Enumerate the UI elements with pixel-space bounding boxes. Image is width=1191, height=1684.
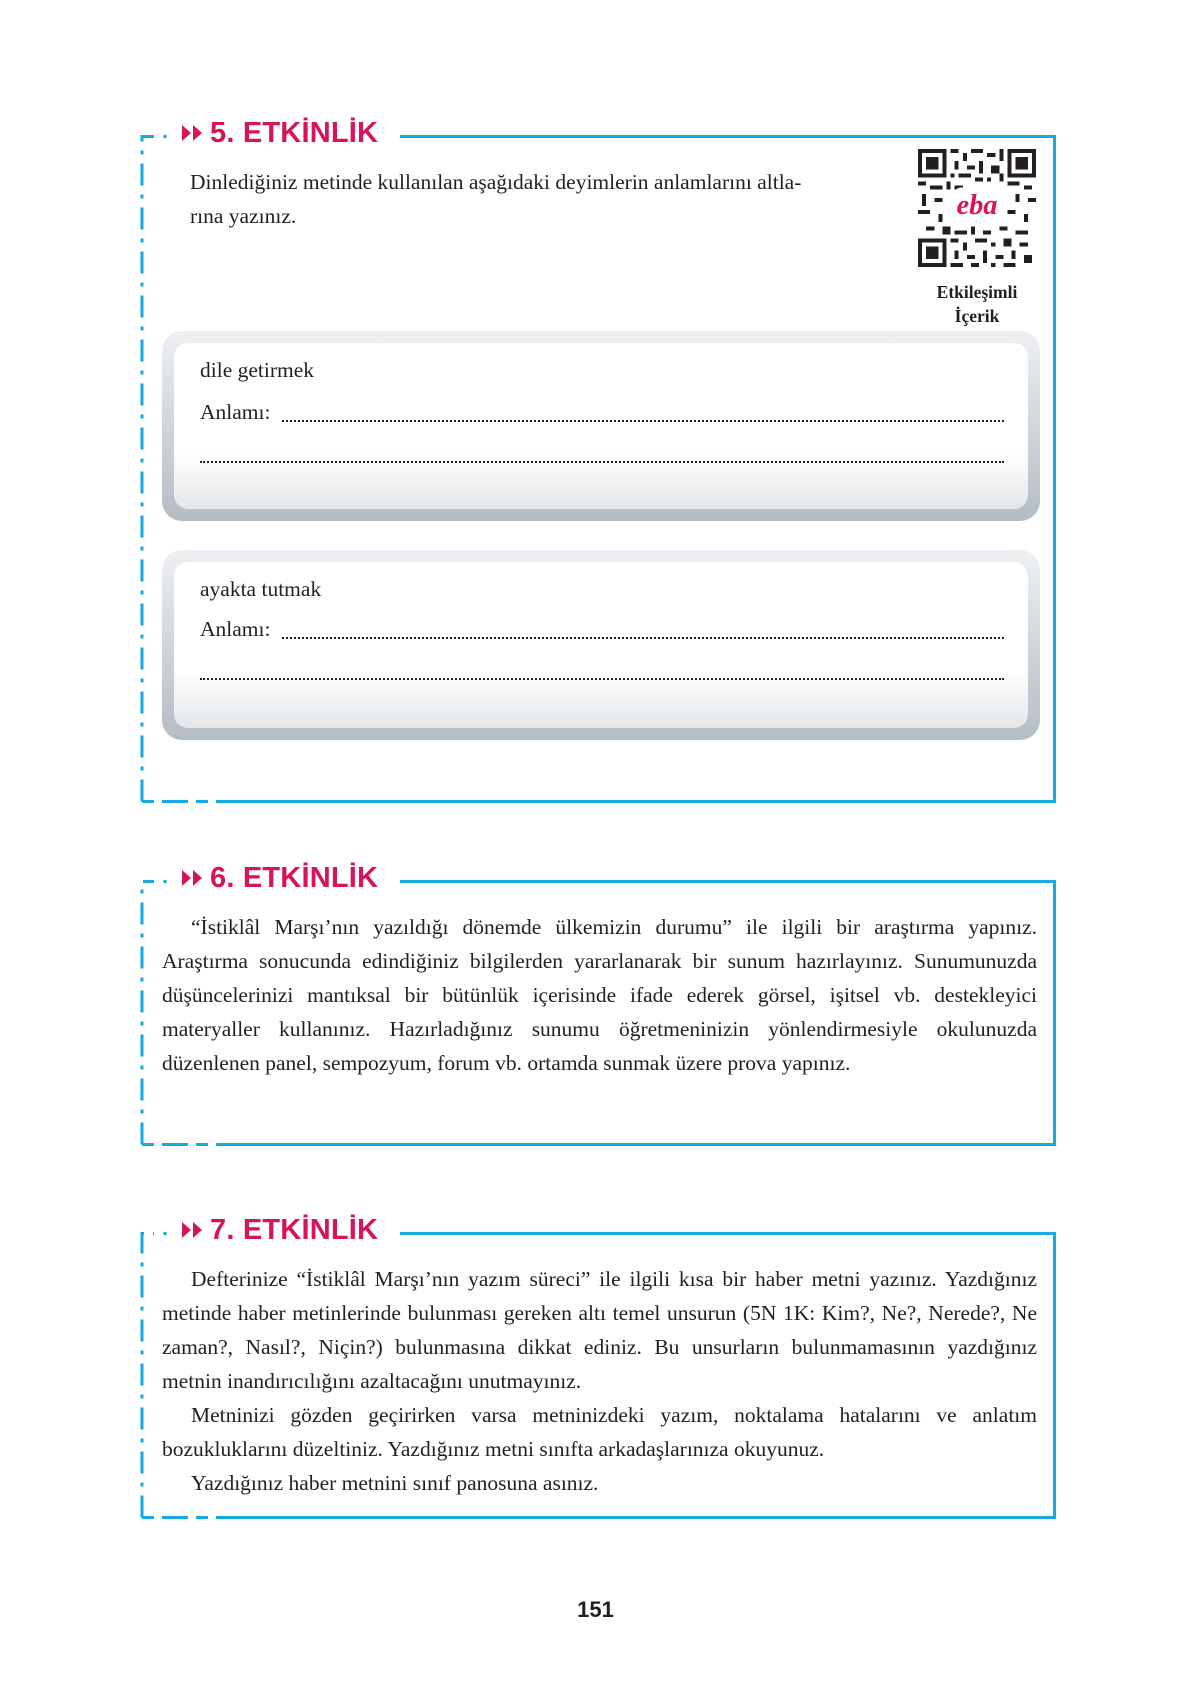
activity-7-heading [178, 1210, 386, 1250]
double-arrow-icon [182, 869, 204, 887]
meaning-answer-line[interactable] [200, 678, 1004, 680]
meaning-answer-line[interactable] [282, 637, 1004, 639]
activity-6 [140, 861, 1056, 1146]
activity-7-paragraph: Yazdığınız haber metnini sınıf panosuna asınız. [191, 1471, 599, 1495]
activity-5-heading [178, 113, 386, 153]
meaning-label: Anlamı: [200, 617, 271, 641]
activity-6-text: “İstiklâl Marşı’nın yazıldığı dönemde ülkemizin durumu” ile ilgili bir araştırma yapınız. Araştırma sonucunda edindiğiniz bilgilerden yararlanarak bir sunum hazırlayınız. Sunumunuzda düşüncelerinizi mantıksal bir bütünlük içerisinde ifade ederek görsel, işitsel vb. destekleyici materyaller kullanınız. Hazırladığınız sunumu öğretmeninizin yönlendirmesiyle okulunuzda düzenlenen panel, sempozyum, forum vb. ortamda sunmak üzere prova yapınız. [162, 915, 1037, 1075]
idiom-box [162, 550, 1040, 740]
activity-6-heading [178, 858, 386, 898]
activity-7-paragraph: Defterinize “İstiklâl Marşı’nın yazım süreci” ile ilgili kısa bir haber metni yazınız. Yazdığınız metinde haber metinlerinde bulunması gereken altı temel unsurun (5N 1K: Kim?, Ne?, Nerede?, Ne zaman?, Nasıl?, Niçin?) bulunmasına dikkat ediniz. Bu unsurların bulunmamasının yazdığınız metnin inandırıcılığını azaltacağını unutmayınız. [162, 1267, 1037, 1393]
meaning-label: Anlamı: [200, 400, 271, 424]
double-arrow-icon [182, 124, 204, 142]
activity-7-paragraph: Metninizi gözden geçirirken varsa metninizdeki yazım, noktalama hatalarını ve anlatım bozukluklarını düzeltiniz. Yazdığınız metni sınıfta arkadaşlarınıza okuyunuz. [162, 1403, 1037, 1461]
meaning-answer-line[interactable] [200, 461, 1004, 463]
meaning-answer-line[interactable] [282, 420, 1004, 422]
activity-6-title: 6. ETKİNLİK [210, 861, 379, 894]
activity-7-title: 7. ETKİNLİK [210, 1213, 379, 1246]
activity-5-title: 5. ETKİNLİK [210, 116, 379, 149]
eba-logo: eba [956, 190, 998, 222]
page-number: 151 [577, 1597, 614, 1622]
double-arrow-icon [182, 1221, 204, 1239]
activity-5 [140, 116, 1056, 803]
idiom-term: dile getirmek [200, 358, 315, 382]
activity-7 [140, 1213, 1056, 1519]
interactive-content-qr[interactable] [918, 149, 1036, 328]
idiom-term: ayakta tutmak [200, 577, 322, 601]
activity-7-body [162, 1262, 1037, 1500]
idiom-box [162, 331, 1040, 521]
qr-code-icon[interactable] [918, 149, 1036, 267]
qr-caption: Etkileşimli İçerik [936, 282, 1018, 326]
activity-5-instruction: Dinlediğiniz metinde kullanılan aşağıdaki deyimlerin anlamlarını altla- rına yazınız. [190, 170, 802, 228]
